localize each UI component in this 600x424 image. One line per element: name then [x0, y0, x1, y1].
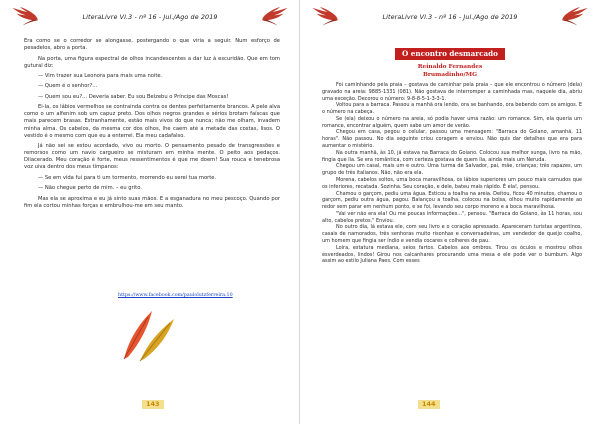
author-block: [395, 64, 505, 79]
author-place: Brumadinho/MG: [422, 71, 478, 78]
header-text: LiteraLivre Vl.3 - nº 16 - Jul./Ago de 2019: [82, 13, 218, 21]
right-body-text: [322, 82, 582, 265]
author-facebook-link[interactable]: https://www.facebook.com/paulolutzferreira.10: [118, 293, 233, 298]
right-wing-icon: [258, 6, 292, 28]
paragraph: Na outra manhã, às 10, já estava na Barraca do Goiano. Colocou sua melhor sunga, livro na mão, fingia que lia. Se era romântica, com certeza gostava de quem lia, ainda mais um Neruda.: [322, 149, 582, 163]
right-page: [300, 0, 600, 424]
left-wing-icon: [308, 6, 342, 28]
paragraph: Chamou o garçom, pediu uma água. Esticou a toalha na areia. Deitou, ficou 40 minutos, chamou o garçom, pediu outra água, pagou. Balançou a toalha, colocou na bolsa, olhou muito rapidamente ao redor sem parar em nenhum ponto, e se foi, levando seu corpo moreno e a boca maravilhosa.: [322, 190, 582, 211]
paragraph: — Se em vida fui para ti um tormento, morrendo eu serei tua morte.: [38, 174, 217, 181]
paragraph: Loira, estatura mediana, seios fartos. Cabelos aos ombros. Tirou os óculos e mostrou olhos esverdeados, lindos! Girou nos calcanhares procurando uma mesa e ele pode ver o bumbum. Algo assim ao estilo Juliana Paes. Com esses: [322, 244, 582, 265]
header-text: LiteraLivre Vl.3 - nº 16 - Jul./Ago de 2019: [382, 13, 518, 21]
paragraph: — Quem é o senhor?...: [38, 83, 98, 90]
paragraph: Já não sei se estou acordado, vivo ou morto. O pensamento pesado de transgressões e remorsos como um navio cargueiro se misturam em minha mente. O peito aos pedaços. Dilacerado. Meu coração é forte, meus ressentimentos é que me doem! Sua rouca e tenebrosa voz uiva dentro dos meus tímpanos:: [24, 143, 280, 171]
page-header: [0, 6, 300, 26]
paragraph: Mas ela se aproxima e eu já sinto suas mãos. E a esganadura no meu pescoço. Quando por fim ela cortou minhas forças e embrulhou-me em seu manto.: [24, 195, 280, 209]
paragraph: Ei-la, os lábios vermelhos se contrainda contra os dentes perfeitamente brancos. A pele alva como o um alfenim sob um capuz preto. Dos olhos negros grandes e sérios brotam faíscas que mais parecem brasas. Estranhamente, estão mais vivos do que nunca; não me olham, invadem minha alma. Os cabelos, da mesma cor dos olhos, lhe caem até a metade das costas, lisos. O vestido é o mesmo com que eu a enterrei. Ela meu cadafalso.: [24, 104, 280, 139]
author-name: Reinaldo Fernandes: [417, 64, 483, 70]
paragraph: Na porta, uma figura espectral de olhos incandescentes a dar luz à escuridão. Que em tom gutural diz:: [24, 55, 280, 69]
paragraph: Chegou um casal, mais um e outro. Uma turma de Salvador, pai, mãe, crianças; três rapazes, um grupo de três italianos. Não, não era ela.: [322, 163, 582, 177]
paragraph: Foi caminhando pela praia – gostava de caminhar pela praia – que ele encontrou o número (dela) gravado na areia: 9885-1331 (081). Não gostava de interromper a caminhada mas, naquele dia, abriu uma exceção. Decorou o número: 9-8-8-5-1-3-3-1.: [322, 82, 582, 102]
quill-feathers-icon: [118, 305, 188, 363]
paragraph: — Não chegue perto de mim. – eu grito.: [38, 185, 142, 192]
paragraph: — Quem sou eu?... Deveria saber. Eu sou Belzebu o Príncipe das Moscas!: [38, 93, 229, 100]
paragraph: Chegou em casa, pegou o celular, passou uma mensagem: "Barraca do Goiano, amanhã, 11 horas". Não passou. No dia seguinte criou coragem e enviou. Não quis dar detalhes que era para aumentar o mistério.: [322, 129, 582, 150]
page-number: 143: [142, 400, 164, 409]
left-body-text: [24, 38, 280, 213]
story-title: O encontro desmarcado: [395, 48, 505, 60]
paragraph: Era como se o corredor se alongasse, postergando o que viria a seguir. Num esforço de pesadelos, abro a porta.: [24, 38, 280, 52]
paragraph: No outro dia, lá estava ele, com seu livro e o coração apressado. Apareceram turistas argentinos, casais de namorados, três senhoras muito risonhas e conversadeiras, um vendedor de queijo coalho, um homem que fingia ser índio e vendia cocares e colheres de pau.: [322, 224, 582, 244]
paragraph: Morena, cabelos soltos, uma boca maravilhosa, os lábios superiores um pouco mais carnudos que os inferiores, recatada. Sozinha. Seu coração, e dele, bateu mais rápido. É ela!, pensou.: [322, 176, 582, 190]
paragraph: Se (ela) deixou o número na areia, só podia haver uma razão: um romance. Sim, ela queria um romance, encontrar alguém, quem sabe um amor de verão.: [322, 115, 582, 129]
right-wing-icon: [558, 6, 592, 28]
paragraph: — Vim trazer sua Leonora para mais uma noite.: [38, 73, 163, 79]
paragraph: "Vai ver não era ela! Ou me poucas informações...", pensou. "Barraca do Goiano, às 11 horas, sou alto, cabelos pretos." Enviou.: [322, 210, 582, 224]
paragraph: Voltou para a barraca. Passou a manhã ora lendo, ora se banhando, ora bebendo com os amigos. E o número na cabeça.: [322, 102, 582, 116]
page-header: [300, 6, 600, 26]
page-number: 144: [418, 400, 440, 409]
left-wing-icon: [8, 6, 42, 28]
